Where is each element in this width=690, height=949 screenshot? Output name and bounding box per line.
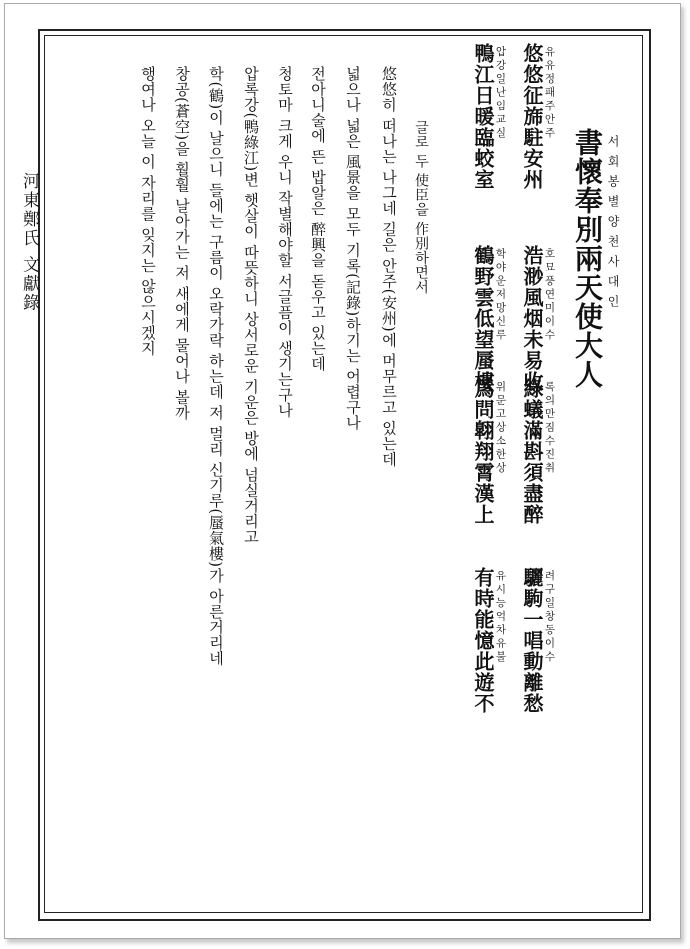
poem-line-4-lower-gloss: 유시능억차유불 <box>494 570 507 665</box>
poem-line-3-lower-gloss: 려구일창동이수 <box>543 570 556 665</box>
poem-line-3-upper: 綠蟻滿斟須盡醉 <box>520 378 544 525</box>
translation-line-5: 압록강(鴨綠江)변 햇살이 따뜻하니 상서로운 기운은 방에 넘실거리고 <box>242 66 260 545</box>
page-title: 書懷奉別兩天使大人 <box>571 128 604 389</box>
poem-line-1-upper-gloss: 유유정패주안주 <box>543 46 556 141</box>
poem-line-4-lower: 有時能憶此遊不 <box>471 567 495 714</box>
translation-line-7: 창공(蒼空)을 훨훨 날아가는 저 새에게 물어나 볼까 <box>173 66 191 421</box>
poem-line-1-lower-gloss: 호묘풍연미이수 <box>543 248 556 343</box>
poem-line-2-upper: 鴨江日暖臨蛟室 <box>471 43 495 190</box>
poem-line-3-upper-gloss: 록의만짐수진취 <box>543 381 556 476</box>
poem-line-1-upper: 悠悠征旆駐安州 <box>520 43 544 190</box>
translation-line-4: 청토마 크게 우니 작별해야할 서글픔이 생기는구나 <box>276 66 294 418</box>
poem-line-4-upper: 爲問翺翔霄漢上 <box>471 378 495 525</box>
translation-line-6: 학(鶴)이 날으니 들에는 구름이 오락가락 하는데 저 멀리 신기루(蜃氣樓)가 아른거리네 <box>207 66 225 666</box>
translation-line-8: 행여나 오늘 이 자리를 잊지는 않으시겠지 <box>139 66 157 356</box>
translation-line-2: 넓으나 넓은 風景을 모두 기록(記錄)하기는 어렵구나 <box>344 66 362 431</box>
poem-line-4-upper-gloss: 위문고상소한상 <box>494 381 507 476</box>
translation-line-1: 悠悠히 떠나는 나그네 길은 안주(安州)에 머무르고 있는데 <box>380 66 398 467</box>
poem-line-1-lower: 浩渺風烟未易收 <box>520 245 544 392</box>
title-gloss: 서회봉별양천사대인 <box>606 135 620 315</box>
poem-line-2-upper-gloss: 압강일난임교실 <box>494 46 507 141</box>
poem-line-3-lower: 驪駒一唱動離愁 <box>520 567 544 714</box>
side-label: 河東鄭氏 文獻錄 <box>19 172 39 313</box>
translation-line-3: 전아니술에 뜬 밥알은 醉興을 돋우고 있는데 <box>309 66 327 372</box>
poem-line-2-lower: 鶴野雲低望蜃樓 <box>471 245 495 392</box>
poem-line-2-lower-gloss: 학야운저망신루 <box>494 248 507 343</box>
translation-title: 글로 두 使臣을 作別하면서 <box>413 120 429 295</box>
